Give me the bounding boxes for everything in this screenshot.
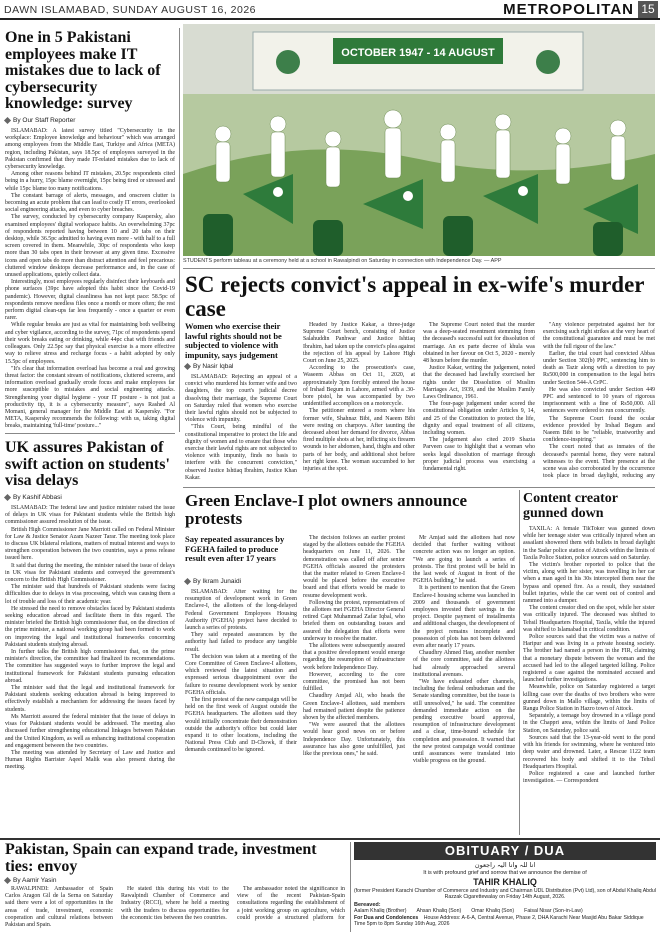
sc-paragraph: The petitioner entered a room where his former wife, Shahnaz Bibi, and Naeem Bibi were resting on charpoys. After taunting the deceased about her demand for divorce, Abbas fired multiple shots at her, inflicting six firearm wounds to her abdomen, hand, thighs and other parts of her body, and additional shot before her right knee. The woman succumbed to her injuries at the spot. <box>303 408 415 473</box>
green-body <box>303 535 515 835</box>
obituary-dua <box>354 915 656 927</box>
cyber-paragraph: ISLAMABAD: A latest survey titled "Cybersecurity in the workplace: Employee knowledge and behaviour" which was arranged among employees from the Middle East, Turkiye and Africa (META) region, including Pakistan, says 18.5pc of employees surveyed in the Pakistan confirmed that they made IT-related mistakes due to lack of cybersecurity knowledge. <box>5 128 175 171</box>
content-paragraph: Meanwhile, police on Saturday registered a target killing case over the deaths of two brothers who were gunned down in Mallo village, within the limits of Rangu Police Station in Hazro town of Attock. <box>523 684 655 713</box>
uk-paragraph: He stressed the need to remove obstacles faced by Pakistani students seeking education abroad and facilitate them in this regard. The minister briefed the British high commissioner that, on the direction of the prime minister, a national working group had been formed to work on improving the legal and institutional frameworks concerning Pakistani students studying abroad. <box>5 605 175 648</box>
column-rule <box>350 842 351 932</box>
sc-headline: SC rejects convict's appeal in ex-wife's murder case <box>185 272 645 321</box>
cyber-paragraph: Among other reasons behind IT mistakes, 20.5pc respondents cited being in a hurry, 15pc blame overnight, 15pc being tired or stressed and while 15pc blame too many notifications. <box>5 171 175 192</box>
uk-paragraph: The minister said that hundreds of Pakistani students were facing difficulties due to delays in visa processing, which was causing them a lot of trouble and loss of their academic year. <box>5 584 175 605</box>
column-rule <box>519 490 520 835</box>
uk-byline-text: By Kashif Abbasi <box>13 494 62 501</box>
sc-subhead: Women who exercise their lawful rights should not be subjected to violence with impunity, says judgement <box>185 321 282 360</box>
pen-icon <box>184 578 191 585</box>
cyber-body <box>5 128 175 428</box>
uk-paragraph: The minister said that the legal and institutional framework for Pakistani students seeking education abroad is being improved to effectively establish a mechanism for addressing the issues faced by students. <box>5 685 175 713</box>
sc-paragraph: The Supreme Court noted that the murder was a deep-seated resentment stemming from the deceased's successful suit for dissolution of marriage. An ex parte decree of khula was obtained in her favour on Oct 5, 2020 - merely 48 hours before the murder. <box>423 322 535 365</box>
section-title: METROPOLITAN <box>503 1 634 18</box>
sc-byline-text: By Nasir Iqbal <box>193 363 234 370</box>
bereaved-item: Ahsan Khaliq (Son) <box>416 908 462 914</box>
photo-illustration <box>183 24 655 256</box>
cyber-paragraph: The constant barrage of alerts, messages, and onscreen clutter is becoming an acute problem that can lead to costly IT errors, overlooked social engineering attacks, and even to cyber breaches. <box>5 192 175 214</box>
page-number: 15 <box>638 1 658 18</box>
content-paragraph: The content creator died on the spot, while her sister was critically injured. The deceased was shifted to Tehsil Headquarters Hospital, Taxila, while the injured was shifted to Islamabad in critical condition. <box>523 605 655 633</box>
green-paragraph: The decision was taken at a meeting of the Core Committee of Green Enclave-I allottees, which reviewed the latest situation and expressed serious disappointment over the failure to resume development work by senior FGEHA officials. <box>185 653 297 696</box>
obituary-dua-label: For Dua and Condolences <box>354 915 419 921</box>
pen-icon <box>4 117 11 124</box>
sc-paragraph: ISLAMABAD: Rejecting an appeal of a convict who murdered his former wife and two daughters, the top court's judicial decree dissolving their marriage, the Supreme Court on Saturday ruled that women who exercise their lawful rights should not be subjected to violence with impunity. <box>185 374 297 424</box>
uk-byline <box>5 494 175 501</box>
section-rule <box>5 433 175 434</box>
uk-headline: UK assures Pakistan of swift action on students' visa delays <box>5 439 170 489</box>
green-paragraph: The allottees were subsequently assured that a positive development would emerge regarding the resumption of infrastructure work before Independence Day. <box>303 643 405 671</box>
sc-paragraph: The court noted that as inmates of the deceased's parental home, they were natural witnesses to the event. Their presence at the scene was also corroborated by the occurrence took place in broad daylight, reducing any <box>543 444 655 480</box>
pen-icon <box>4 494 11 501</box>
obituary-address: A-6-A, Central Avenue, Phase 2, DHA Karachi Near Masjid Abu Bakar Siddique <box>461 915 644 921</box>
obituary-bereaved-label: Bereaved: <box>354 902 381 908</box>
cyber-byline-text: By Our Staff Reporter <box>13 117 76 124</box>
obituary-arabic: انا للہ وانا الیہ راجعون <box>474 861 536 869</box>
green-paragraph: "We were assured that the allottees would hear good news on or before Independence Day. Unfortunately, this assurance has also gone unfulfilled, just like the previous ones," he said. <box>303 722 405 758</box>
spain-body <box>5 886 345 932</box>
pen-icon <box>184 363 191 370</box>
sc-paragraph: According to the prosecution's case, Waseem Abbas on Oct 11, 2020, at approximately 3pm forcibly entered the house of Irshad Begum in Lahore, armed with a .30-bore pistol, he was accompanied by two unidentified accomplices on a motorcycle. <box>303 365 415 408</box>
masthead <box>0 0 660 20</box>
obituary-details: (former President Karachi Chamber of Commerce and Industry and Chairman UDL Distribution (Pvt) Ltd), son of Abdul Khaliq Abdul Razzak Cigarettewalay on Friday 14th August, 2026. <box>354 888 656 900</box>
obituary-title: OBITUARY / DUA <box>354 842 656 860</box>
column-rule <box>179 28 180 432</box>
sc-paragraph: "Any violence perpetrated against her for exercising such right strikes at the very heart of the constitutional guarantee and must be met with the full rigour of the law." <box>543 322 655 350</box>
sc-paragraph: Justice Kakar, writing the judgement, noted that the deceased had lawfully exercised her rights under the Dissolution of Muslim Marriages Act, 1939, and the Muslim Family Laws Ordinance, 1961. <box>423 365 535 401</box>
spain-paragraph: RAWALPINDI: Ambassador of Spain Carlos Aragon Gil de la Serna on Saturday said there were a lot of opportunities in the areas of trade, investment, economic cooperation and cultural relations between Pakistan and Spain. <box>5 886 113 929</box>
green-paragraph: It is pertinent to mention that the Green Enclave-I housing scheme was launched in 2009 and thousands of government employees invested their savings in the project. Despite payment of installments and additional charges, the development of the project remains incomplete and possession of plots has not been delivered even after nearly 17 years. <box>413 585 515 650</box>
content-paragraph: The victim's brother reported to police that the victim, along with her sister, was travelling in her car when a man aged in his 30s intercepted them near the bypass and opened fire. As a result, they sustained bullet injuries, while the car went out of control and rammed into a dumper. <box>523 562 655 605</box>
spain-byline-text: By Aamir Yasin <box>13 877 57 884</box>
sc-paragraph: The four-page judgement under scored the constitutional obligation under Articles 9, 14, and 25 of the Constitution to protect the life, dignity and equal treatment of all citizens, including women. <box>423 401 535 437</box>
obituary <box>354 842 656 932</box>
cyber-paragraph: "It's clear that information overload has become a real and growing threat factor: the constant stream of notifications, cluttered screens, and information overload gradually erode focus and make employees far more susceptible to mistakes and social engineering attacks. Strengthening your digital hygiene - your IT posture - is not just a productivity tip, it is a cybersecurity measure", says Rashed Al Momani, general manager for the Middle East at Kaspersky. "For META, Kaspersky recommends the following: with us, taking digital breaks, maintaining 'full-time' posture..." <box>5 365 175 428</box>
bereaved-item: Omar Khaliq (Son) <box>471 908 515 914</box>
pen-icon <box>4 877 11 884</box>
obituary-name: TAHIR KHALIQ <box>473 877 537 887</box>
green-subhead: Say repeated assurances by FGEHA failed to produce result even after 17 years <box>185 534 285 563</box>
uk-paragraph: In further talks the British high commissioner that, on the prime minister's direction, the committee had finalized its recommendations. The committee has suggested ways to further improve the legal and institutional framework for Pakistani students pursuing education abroad. <box>5 649 175 684</box>
sc-paragraph: The Supreme Court found the ocular evidence provided by Irshad Begum and Naeem Bibi to be "reliable, trustworthy and confidence-inspiring." <box>543 415 655 444</box>
green-paragraph: Chaudhry Amjad Ali, who heads the Green Enclave-I allottees, said members had remained patient despite the patience shown by the affected members. <box>303 693 405 722</box>
cyber-byline <box>5 117 175 124</box>
sc-paragraph: "This Court, being mindful of the constitutional imperative to protect the life and dignity of women and to ensure that those who exercise their lawful rights are not subjected to violence with impunity, finds no basis to interfere with the concurrent conviction," observed Justice Ishtiaq Ibrahim, Justice Khan Kakar. <box>185 424 297 481</box>
green-byline-text: By Ikram Junaidi <box>193 578 242 585</box>
sc-paragraph: Headed by Justice Kakar, a three-judge Supreme Court bench, consisting of Justice Salahuddin Panhwar and Justice Ishtiaq Ibrahim, had taken up the convict's plea against the rejection of his appeal by Lahore High Court on June 25, 2025. <box>303 322 415 365</box>
green-byline <box>185 578 297 585</box>
section-rule <box>183 268 655 269</box>
uk-body <box>5 505 175 843</box>
content-headline: Content creator gunned down <box>523 491 618 521</box>
spain-headline: Pakistan, Spain can expand trade, investment ties: envoy <box>5 841 317 875</box>
sc-paragraph: Earlier, the trial court had convicted Abbas under Section 302(b) PPC, sentencing him to death as Tazir along with a direction to pay Rs500,000 in compensation to the legal heirs under Section 544-A CrPC. <box>543 350 655 386</box>
obituary-bereaved-list <box>354 908 656 914</box>
dateline: DAWN ISLAMABAD, SUNDAY AUGUST 16, 2026 <box>4 4 257 16</box>
bereaved-item: Aalam Khaliq (Brother) <box>354 908 407 914</box>
content-paragraph: Police registered a case and launched further investigation. — Correspondent <box>523 770 655 785</box>
photo-banner-text: OCTOBER 1947 - 14 AUGUST <box>341 47 495 59</box>
cyber-headline: One in 5 Pakistani employees make IT mistakes due to lack of cybersecurity knowledge: survey <box>5 29 161 112</box>
uk-paragraph: It said that during the meeting, the minister raised the issue of delays in UK visas for Pakistani students and conveyed the government's concern to the British High Commissioner. <box>5 562 175 584</box>
green-paragraph: However, according to the core committee, the promised has not been fulfilled. <box>303 671 405 693</box>
photo-caption: STUDENTS perform tableau at a ceremony held at a school in Rawalpindi on Saturday in connection with Independence Day. — APP <box>183 258 502 264</box>
bereaved-item: Faisal Nisar (Son-in-Law) <box>524 908 583 914</box>
obituary-time: Time 5pm to 8pm Sunday 16th Aug, 2026 <box>354 921 450 927</box>
green-headline: Green Enclave-I plot owners announce protests <box>185 491 468 528</box>
news-photo <box>183 24 655 256</box>
obituary-intro: It is with profound grief and sorrow that we announce the demise of <box>423 870 587 876</box>
green-paragraph: Following the protest, representatives of the allottees met FGEHA Director General retired Capt Muhammad Zafar Iqbal, who briefed them on outstanding issues and assured the delegation that efforts were underway to resolve the matter. <box>303 599 405 642</box>
content-body <box>523 526 655 835</box>
cyber-paragraph: The survey, conducted by cybersecurity company Kaspersky, also examined employees' digital workspace habits. An overwhelming 37pc of respondents reported having between 10 and 20 tabs on their desktop, while 36.5pc admitted to having even more - with half to a full screen covered in them. Meanwhile, 30pc of respondents who keep more than 30 tabs open in their browser at any given time. Excessive icons and open tabs do more than distract attention and feel precarious: cluttered window desktops decrease performance and, in the case of unused applications, quietly collect data. <box>5 214 175 279</box>
green-paragraph: Mr Amjad said the allottees had now decided that further waiting without concrete action was no longer an option. "We are going to launch a series of protests. The first protest will be held in the last week of August in front of the FGEHA building," he said. <box>413 535 515 585</box>
spain-paragraph: He stated this during his visit to the Rawalpindi Chamber of Commerce and Industry (RCCI), where he held a meeting with the traders to discuss opportunities for the economic ties between the two countries. <box>121 886 229 921</box>
cyber-paragraph: While regular breaks are just as vital for maintaining both wellbeing and cyber vigilance, according to the survey, 71pc of respondents spend their work breaks eating or drinking, while 44pc chat with friends and colleagues. Only 22.5pc say that physical exercise is a more effective way to relieve stress and recharge focus - a habit adopted by only 15.5pc of employees. <box>5 322 175 365</box>
green-body-lead <box>185 589 297 835</box>
green-paragraph: They said repeated assurances by the authority had failed to produce any tangible result. <box>185 632 297 653</box>
cyber-paragraph: Interestingly, most employees regularly disinfect their keyboards and phone surfaces (39pc have adopted this habit since the Covid-19 pandemic). However, digital cleanliness has not kept pace: 58.5pc of respondents remove needless files once a month or more often; the rest perform digital clean-ups far less frequently - once a quarter or even rarer. <box>5 279 175 322</box>
green-paragraph: The decision follows an earlier protest staged by the allottees outside the FGEHA headquarters on June 11, 2026. The demonstration was called off after senior FGEHA officials assured the protesters that the matter related to Green Enclave-I would be placed before the executive board and that efforts would be made to resume development work. <box>303 535 405 599</box>
section-rule <box>0 838 660 840</box>
obituary-house-label: House Address: <box>423 915 461 921</box>
green-paragraph: ISLAMABAD: After waiting for the resumption of development work in Green Enclave-I, the allottees of the long-delayed Federal Government Employees Housing Authority (FGEHA) project have decided to launch a series of protests. <box>185 589 297 632</box>
uk-paragraph: Ms Marriott assured the federal minister that the issue of delays in visas for Pakistani students would be addressed. The meeting also discussed further strengthening educational linkages between Pakistan and the United Kingdom, as well as enhancing institutional cooperation and engagement between the two countries. <box>5 713 175 749</box>
green-paragraph: The first protest of the new campaign will be held on the first week of August outside the FGEHA headquarters. The allottees said they would initially concentrate their demonstration outside the authority's office but could later expand it to other locations, including the National Press Club and D-Chowk, if their demands continued to be ignored. <box>185 697 297 754</box>
content-paragraph: TAXILA: A female TikToker was gunned down while her teenage sister was critically injured when an assailant showered them with bullets in broad daylight in the Sadar police station of Attock within the limits of Taxila Police Station, police sources said on Saturday. <box>523 526 655 561</box>
sc-body <box>303 322 655 482</box>
content-paragraph: Separately, a teenage boy drowned in a village pond in the Chappri area, within the limits of Jand Police Station, on Saturday, police said. <box>523 713 655 734</box>
sc-paragraph: The judgement also cited 2019 Shazia Parveen case to highlight that a woman who seeks legal dissolution of marriage through proper judicial process was exercising a fundamental right. <box>423 437 535 473</box>
sc-byline <box>185 363 297 370</box>
spain-byline <box>5 877 105 884</box>
content-paragraph: Police sources said that the victim was a native of Haripur and was living in a private housing society. The brother had named a person in the FIR, claiming that a monetary dispute between the woman and the accused had led to the alleged targeted killing. Police registered a case against the nominated accused and launched further investigations. <box>523 634 655 684</box>
spain-paragraph: The ambassador noted the significance in view of the recent Pakistan-Spain consultations regarding the establishment of a joint working group on agriculture, which could provide a structured platform for <box>237 886 345 921</box>
sc-body-lead <box>185 374 297 482</box>
content-paragraph: Sources said that the 13-year-old went to the pond with his friends for swimming, where he ventured into deep water and drowned. Later, a Rescue 1122 team recovered his body and shifted it to the Tehsil Headquarters Hospital. <box>523 734 655 770</box>
sc-paragraph: He was also convicted under Section 449 PPC and sentenced to 10 years of rigorous imprisonment with a fine of Rs50,000. All sentences were ordered to run concurrently. <box>543 386 655 415</box>
green-paragraph: Chaudhry Ahmed Haq, another member of the core committee, said the allottees had already approached several institutional avenues. <box>413 650 515 678</box>
uk-paragraph: ISLAMABAD: The federal law and justice minister raised the issue of delays in UK visas for Pakistani students while the British high commissioner assured resolution of the issue. <box>5 505 175 526</box>
uk-paragraph: The meeting was attended by Secretary of Law and Justice and Human Rights Barrister Aqeel Malik was also present during the meeting. <box>5 749 175 771</box>
uk-paragraph: British High Commissioner Jane Marriott called on Federal Minister for Law & Justice Senator Azam Nazeer Tarar. The meeting took place to discuss UK bilateral relations, matters of mutual interest and ways to strengthen cooperation between the two countries, says a press release issued here. <box>5 526 175 562</box>
section-rule <box>183 487 655 488</box>
green-paragraph: "We have exhausted other channels, including the federal ombudsman and the Senate standing committee, but the issue is still unresolved," he said. The committee demanded immediate action on the pending executive board approval, resumption of infrastructure development and a clear, time-bound schedule for completion and possession. It warned that the new protest campaign would continue until assurances were translated into visible progress on the ground. <box>413 679 515 765</box>
